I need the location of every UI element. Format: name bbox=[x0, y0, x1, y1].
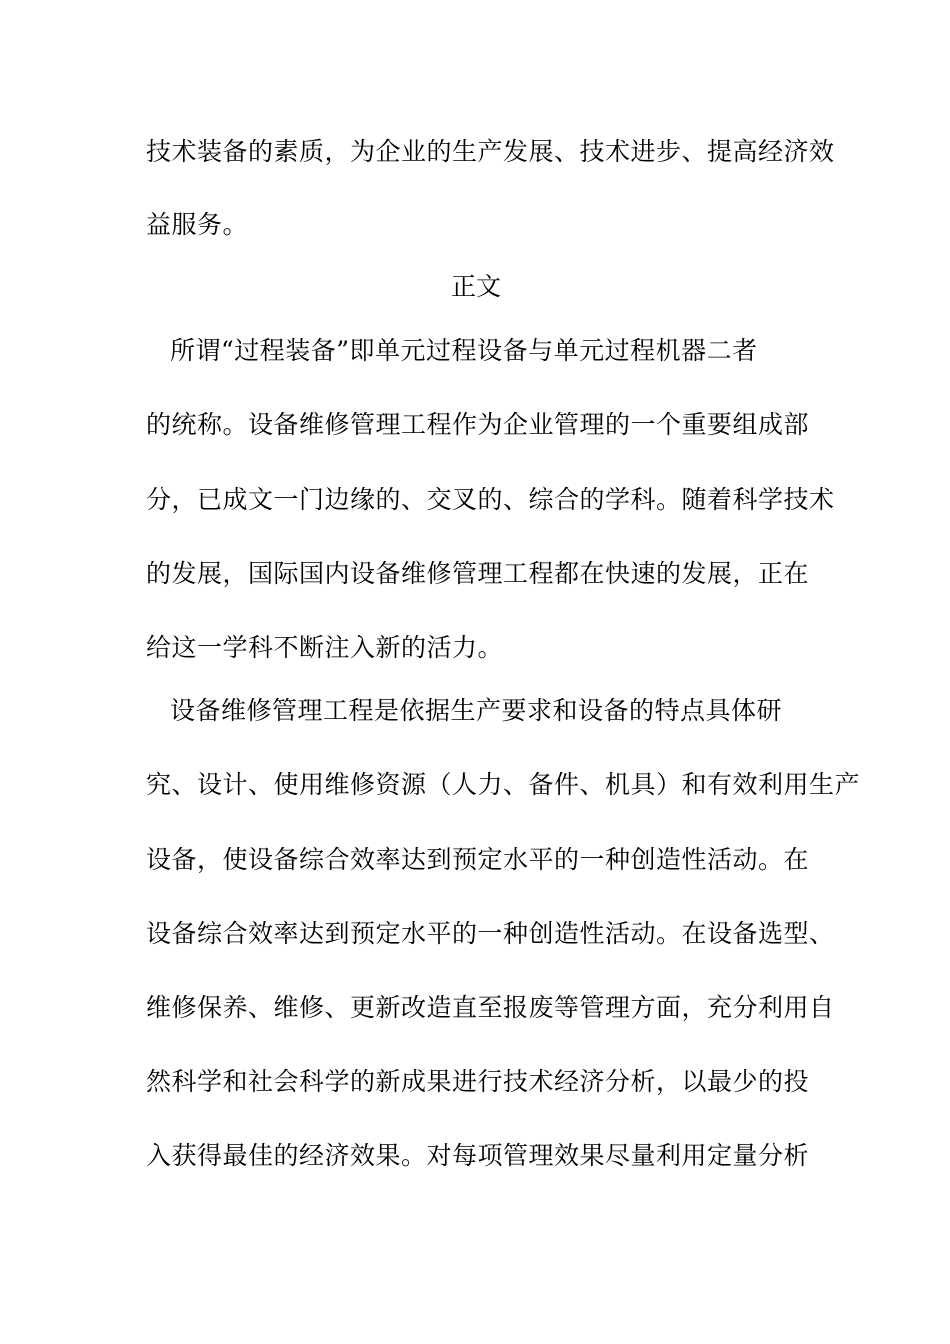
paragraph-line: 的统称。设备维修管理工程作为企业管理的一个重要组成部 bbox=[146, 410, 810, 439]
intro-line: 益服务。 bbox=[146, 210, 249, 239]
paragraph-line: 维修保养、维修、更新改造直至报废等管理方面，充分利用自 bbox=[146, 993, 835, 1022]
paragraph-line: 设备维修管理工程是依据生产要求和设备的特点具体研 bbox=[170, 696, 783, 725]
paragraph-line: 的发展，国际国内设备维修管理工程都在快速的发展，正在 bbox=[146, 559, 810, 588]
intro-line: 技术装备的素质，为企业的生产发展、技术进步、提高经济效 bbox=[146, 137, 835, 166]
paragraph-line: 设备综合效率达到预定水平的一种创造性活动。在设备选型、 bbox=[146, 919, 835, 948]
section-heading: 正文 bbox=[451, 272, 502, 301]
paragraph-line: 所谓“过程装备”即单元过程设备与单元过程机器二者 bbox=[170, 336, 758, 365]
paragraph-line: 究、设计、使用维修资源（人力、备件、机具）和有效利用生产 bbox=[146, 770, 861, 799]
paragraph-line: 然科学和社会科学的新成果进行技术经济分析，以最少的投 bbox=[146, 1067, 810, 1096]
paragraph-line: 入获得最佳的经济效果。对每项管理效果尽量利用定量分析 bbox=[146, 1141, 810, 1170]
paragraph-line: 分，已成文一门边缘的、交叉的、综合的学科。随着科学技术 bbox=[146, 485, 835, 514]
paragraph-line: 给这一学科不断注入新的活力。 bbox=[146, 633, 504, 662]
paragraph-line: 设备，使设备综合效率达到预定水平的一种创造性活动。在 bbox=[146, 845, 810, 874]
